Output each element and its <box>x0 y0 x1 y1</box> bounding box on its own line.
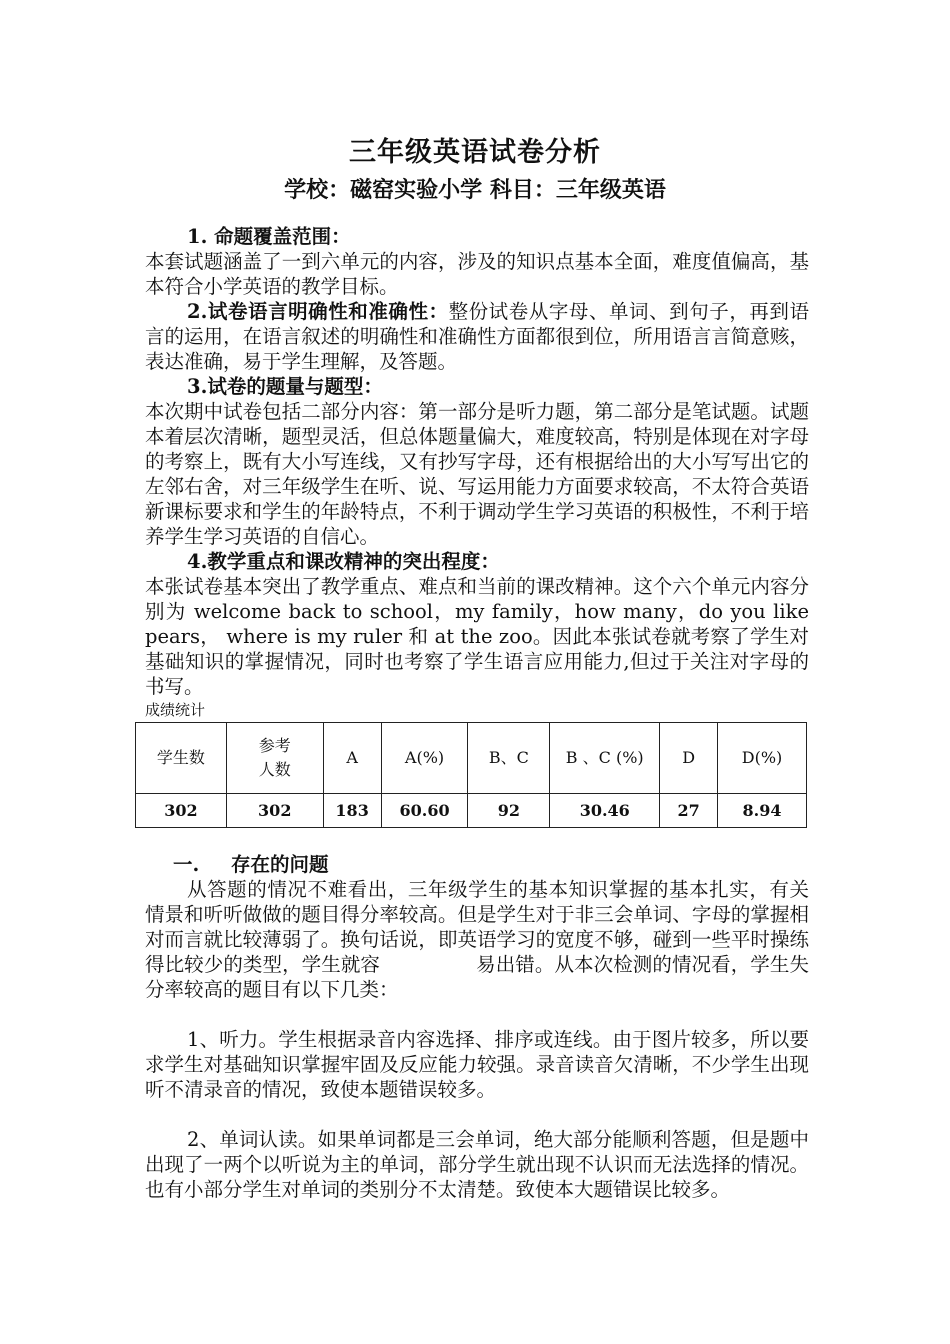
stats-header-cell: D <box>660 723 718 794</box>
problems-intro: 从答题的情况不难看出，三年级学生的基本知识掌握的基本扎实，有关情景和听听做做的题目得分率较高。但是学生对于非三会单词、字母的掌握相对而言就比较薄弱了。换句话说，即英语学习的宽度不够，碰到一些平时操练得比较少的类型，学生就容 易出错。从本次检测的情况看，学生失分率较高的题目有以下几类： <box>145 878 809 1001</box>
paragraph-gap <box>145 1002 809 1027</box>
stats-header-row <box>136 723 807 794</box>
section2-body: 整份试卷从字母、单词、到句子，再到语言的运用，在语言叙述的明确性和准确性方面都很到位，所用语言言简意赅，表达准确，易于学生理解，及答题。 <box>145 300 809 373</box>
section1-body: 本套试题涵盖了一到六单元的内容，涉及的知识点基本全面，难度值偏高，基本符合小学英语的教学目标。 <box>145 250 809 298</box>
paragraph-gap <box>145 1102 809 1127</box>
stats-value-cell: 30.46 <box>550 794 660 828</box>
section2-heading: 2.试卷语言明确性和准确性： <box>187 300 449 323</box>
stats-value-cell: 92 <box>468 794 550 828</box>
stats-value-cell: 183 <box>323 794 381 828</box>
stats-header-cell: B 、C (%) <box>550 723 660 794</box>
stats-header-cell: B、C <box>468 723 550 794</box>
document-body <box>145 224 809 1202</box>
document-subtitle: 学校：磁窑实验小学 科目：三年级英语 <box>284 177 666 203</box>
problem-item-2: 2、单词认读。如果单词都是三会单词，绝大部分能顺利答题，但是题中出现了一两个以听说为主的单词，部分学生就出现不认识而无法选择的情况。也有小部分学生对单词的类别分不太清楚。致使本大题错误比较多。 <box>145 1128 809 1201</box>
stats-header-cell: A(%) <box>381 723 468 794</box>
stats-value-cell: 27 <box>660 794 718 828</box>
stats-value-row <box>136 794 807 828</box>
section3-body: 本次期中试卷包括二部分内容：第一部分是听力题，第二部分是笔试题。试题本着层次清晰，题型灵活，但总体题量偏大，难度较高，特别是体现在对字母的考察上，既有大小写连线，又有抄写字母，还有根据给出的大小写写出它的左邻右舍，对三年级学生在听、说、写运用能力方面要求较高，不太符合英语新课标要求和学生的年龄特点，不利于调动学生学习英语的积极性，不利于培养学生学习英语的自信心。 <box>145 400 809 548</box>
section4-heading: 4.教学重点和课改精神的突出程度： <box>187 550 500 573</box>
section2-paragraph <box>145 299 809 374</box>
problems-title: 存在的问题 <box>231 853 329 876</box>
section4-body: 本张试卷基本突出了教学重点、难点和当前的课改精神。这个六个单元内容分别为 welcome back to school，my family，how many，do you like pears， where is my ruler 和 at the zoo。因此本张试卷就考察了学生对基础知识的掌握情况，同时也考察了学生语言应用能力,但过于关注对字母的书写。 <box>145 575 809 698</box>
stats-value-cell: 302 <box>226 794 323 828</box>
stats-header-cell: 参考人数 <box>226 723 323 794</box>
stats-value-cell: 60.60 <box>381 794 468 828</box>
problems-heading <box>145 852 809 877</box>
section3-heading: 3.试卷的题量与题型： <box>187 375 383 398</box>
stats-header-cell: A <box>323 723 381 794</box>
problems-number: 一. <box>173 853 200 876</box>
stats-value-cell: 8.94 <box>718 794 807 828</box>
stats-table <box>135 722 807 828</box>
stats-header-cell: D(%) <box>718 723 807 794</box>
problem-item-1: 1、听力。学生根据录音内容选择、排序或连线。由于图片较多，所以要求学生对基础知识掌握牢固及反应能力较强。录音读音欠清晰，不少学生出现听不清录音的情况，致使本题错误较多。 <box>145 1028 809 1101</box>
stats-header-cell: 学生数 <box>136 723 227 794</box>
document-title: 三年级英语试卷分析 <box>349 137 601 168</box>
section1-heading: 1. 命题覆盖范围： <box>187 225 351 248</box>
stats-value-cell: 302 <box>136 794 227 828</box>
stats-label: 成绩统计 <box>145 701 206 719</box>
